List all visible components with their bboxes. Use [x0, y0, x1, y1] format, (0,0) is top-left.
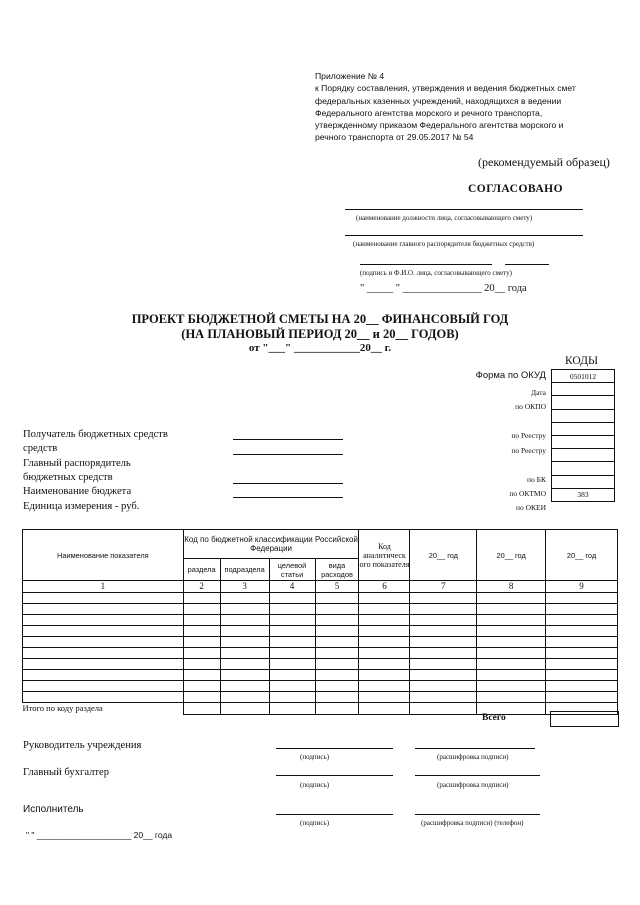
col-header-year-2: 20__ год [477, 530, 546, 581]
code-bk [552, 462, 615, 475]
accountant-decode-line [415, 775, 540, 776]
appendix-line: Федерального агентства морского и речного транспорта, [315, 107, 543, 118]
document-date: от "___" ____________20__ г. [248, 342, 392, 354]
accountant-decode-caption: (расшифровка подписи) [437, 781, 509, 789]
total-section-label: Итого по коду раздела [23, 703, 184, 715]
col-header-target: целевой статьи [269, 559, 315, 581]
approver-name-line [505, 264, 549, 265]
col-number: 4 [269, 581, 315, 593]
table-row [23, 670, 618, 681]
head-sign-caption: (подпись) [300, 753, 330, 761]
code-registry-2 [552, 435, 615, 448]
signature-executor-label: Исполнитель [23, 804, 84, 815]
codes-table [551, 369, 615, 502]
code-okud: 0501012 [552, 370, 615, 383]
appendix-line: федеральных казенных учреждений, находящихся в ведении [315, 95, 562, 106]
label-unit: Единица измерения - руб. [23, 501, 140, 512]
col-number: 7 [410, 581, 477, 593]
codes-label-date: Дата [531, 388, 546, 397]
col-number: 8 [477, 581, 546, 593]
col-header-subsection: подраздела [220, 559, 269, 581]
head-decode-line [415, 748, 535, 749]
accountant-sign-line [276, 775, 393, 776]
total-cell [550, 711, 619, 727]
code-okpo [552, 396, 615, 409]
document-subtitle: (НА ПЛАНОВЫЙ ПЕРИОД 20__ и 20__ ГОДОВ) [181, 327, 459, 341]
label-funds: средств [23, 443, 58, 454]
table-row [23, 626, 618, 637]
accountant-sign-caption: (подпись) [300, 781, 330, 789]
funds-line [233, 454, 343, 455]
col-header-bk: Код по бюджетной классификации Российской Федерации [183, 530, 359, 559]
head-sign-line [276, 748, 393, 749]
table-row [23, 659, 618, 670]
codes-label-okpo: по ОКПО [515, 402, 546, 411]
executor-decode-caption: (расшифровка подписи) (телефон) [421, 819, 524, 827]
approver-position-line [345, 209, 583, 210]
label-recipient: Получатель бюджетных средств [23, 429, 168, 440]
codes-label-oktmo: по ОКТМО [509, 489, 546, 498]
col-header-year-1: 20__ год [410, 530, 477, 581]
footer-date: " " ____________________ 20__ года [26, 830, 173, 840]
manager-line [233, 483, 343, 484]
approver-position-caption: (наименование должности лица, согласовывающего смету) [356, 214, 533, 222]
appendix-line: утвержденному приказом Федерального агентства морского и [315, 120, 564, 131]
label-manager-2: бюджетных средств [23, 472, 113, 483]
table-row [23, 648, 618, 659]
codes-label-okud: Форма по ОКУД [475, 370, 546, 381]
code-oktmo [552, 475, 615, 488]
table-row [23, 604, 618, 615]
executor-sign-line [276, 814, 393, 815]
col-number: 2 [183, 581, 220, 593]
codes-label-registry-2: по Реестру [511, 446, 546, 455]
col-header-name: Наименование показателя [23, 530, 184, 581]
approved-heading: СОГЛАСОВАНО [468, 183, 564, 195]
signature-accountant-label: Главный бухгалтер [23, 767, 110, 778]
col-header-section: раздела [183, 559, 220, 581]
col-number: 3 [220, 581, 269, 593]
budget-line [233, 497, 343, 498]
recipient-line [233, 439, 343, 440]
code-okei: 383 [552, 488, 615, 501]
sample-note: (рекомендуемый образец) [478, 155, 610, 169]
col-header-analytic: Код аналитическ ого показателя [359, 530, 410, 581]
codes-label-bk: по БК [527, 475, 546, 484]
appendix-block [315, 70, 625, 144]
appendix-line: Приложение № 4 [315, 71, 385, 81]
label-manager: Главный распорядитель [23, 458, 131, 469]
head-decode-caption: (расшифровка подписи) [437, 753, 509, 761]
label-budget: Наименование бюджета [23, 486, 132, 497]
appendix-line: речного транспорта от 29.05.2017 № 54 [315, 132, 474, 143]
codes-label-okei: по ОКЕИ [515, 503, 546, 512]
col-header-expense: вида расходов [315, 559, 359, 581]
codes-label-registry: по Реестру [511, 431, 546, 440]
code-date [552, 383, 615, 396]
codes-header: КОДЫ [565, 355, 598, 367]
table-row [23, 692, 618, 703]
executor-decode-line [415, 814, 540, 815]
total-label: Всего [482, 713, 506, 723]
table-row [23, 615, 618, 626]
table-row [23, 681, 618, 692]
approver-sign-caption: (подпись и Ф.И.О. лица, согласовывающего смету) [360, 269, 512, 277]
appendix-line: к Порядку составления, утверждения и ведения бюджетных смет [315, 83, 576, 94]
signature-head-label: Руководитель учреждения [23, 740, 142, 751]
col-number: 6 [359, 581, 410, 593]
col-number: 1 [23, 581, 184, 593]
total-section-row [23, 703, 618, 715]
table-row [23, 637, 618, 648]
code-registry [552, 422, 615, 435]
approver-org-line [345, 235, 583, 236]
col-number: 9 [546, 581, 618, 593]
approval-date: " _____ " _______________ 20__ года [360, 283, 527, 294]
approver-org-caption: (наименование главного распорядителя бюджетных средств) [353, 240, 535, 248]
estimate-table [22, 529, 618, 715]
code-blank [552, 449, 615, 462]
approver-sign-line [360, 264, 492, 265]
document-title: ПРОЕКТ БЮДЖЕТНОЙ СМЕТЫ НА 20__ ФИНАНСОВЫЙ ГОД [131, 312, 509, 326]
code-blank [552, 409, 615, 422]
table-row [23, 593, 618, 604]
col-number: 5 [315, 581, 359, 593]
col-header-year-3: 20__ год [546, 530, 618, 581]
executor-sign-caption: (подпись) [300, 819, 330, 827]
